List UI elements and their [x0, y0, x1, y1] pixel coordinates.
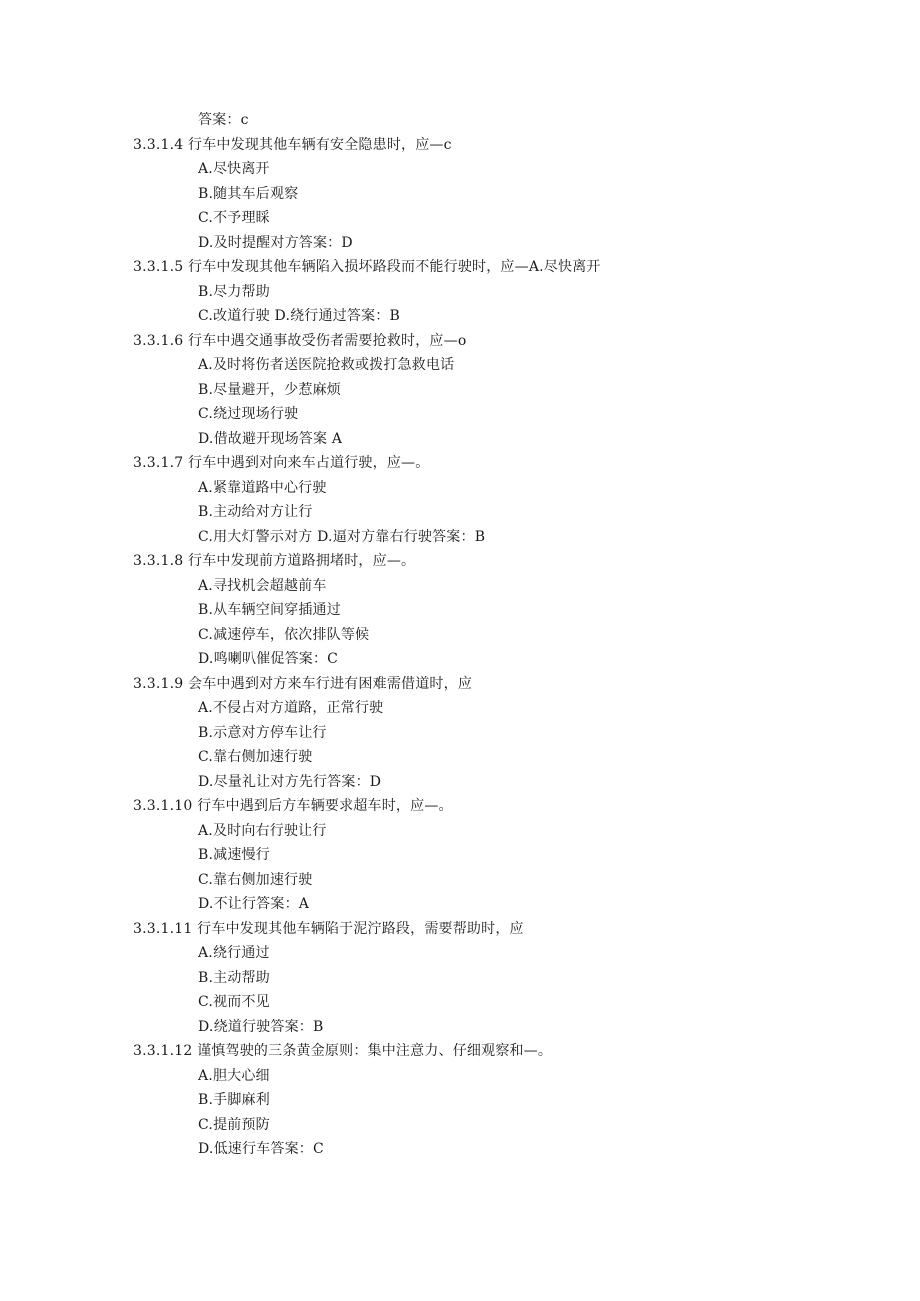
option-d-answer: D.低速行车答案：C [198, 1141, 324, 1157]
option-b: B.从车辆空间穿插通过 [198, 602, 341, 618]
option-a: A.尽快离开 [198, 161, 270, 177]
option-c-d-answer: C.用大灯警示对方 D.逼对方靠右行驶答案：B [198, 528, 486, 545]
option-a: A.及时向右行驶让行 [198, 822, 327, 839]
option-d-answer: D.尽量礼让对方先行答案：D [198, 773, 382, 790]
option-c: C.绕过现场行驶 [198, 406, 299, 422]
option-a: A.胆大心细 [198, 1067, 270, 1084]
question-3-3-1-4: 3.3.1.4 行车中发现其他车辆有安全隐患时，应—c [133, 136, 452, 153]
option-c: C.不予理睬 [198, 210, 270, 226]
option-a: A.寻找机会超越前车 [198, 577, 327, 594]
option-d-answer: D.绕道行驶答案：B [198, 1018, 324, 1035]
option-d-answer: D.借故避开现场答案 A [198, 430, 343, 447]
question-3-3-1-6: 3.3.1.6 行车中遇交通事故受伤者需要抢救时，应—o [133, 332, 467, 349]
option-b: B.主动帮助 [198, 969, 270, 986]
question-3-3-1-8: 3.3.1.8 行车中发现前方道路拥堵时，应—。 [133, 553, 416, 569]
option-b: B.尽量避开，少惹麻烦 [198, 381, 341, 398]
question-list [0, 108, 920, 1162]
option-b: B.尽力帮助 [198, 283, 270, 300]
option-d-answer: D.及时提醒对方答案：D [198, 234, 353, 251]
option-a: A.绕行通过 [198, 945, 270, 961]
option-c: C.靠右侧加速行驶 [198, 871, 313, 888]
option-c-d-answer: C.改道行驶 D.绕行通过答案：B [198, 308, 400, 324]
question-3-3-1-10: 3.3.1.10 行车中遇到后方车辆要求超车时，应—。 [133, 798, 453, 814]
question-3-3-1-5: 3.3.1.5 行车中发现其他车辆陷入损坏路段而不能行驶时，应—A.尽快离开 [133, 259, 601, 275]
option-a: A.紧靠道路中心行驶 [198, 479, 327, 496]
option-c: C.视而不见 [198, 994, 270, 1010]
option-a: A.不侵占对方道路，正常行驶 [198, 700, 384, 716]
option-b: B.主动给对方让行 [198, 504, 313, 520]
question-3-3-1-7: 3.3.1.7 行车中遇到对向来车占道行驶，应—。 [133, 455, 430, 471]
option-b: B.示意对方停车让行 [198, 724, 327, 741]
option-b: B.随其车后观察 [198, 185, 299, 202]
question-3-3-1-9: 3.3.1.9 会车中遇到对方来车行进有困难需借道时，应 [133, 675, 473, 692]
option-c: C.减速停车，依次排队等候 [198, 626, 370, 643]
question-3-3-1-12: 3.3.1.12 谨慎驾驶的三条黄金原则：集中注意力、仔细观察和—。 [133, 1043, 553, 1059]
question-3-3-1-11: 3.3.1.11 行车中发现其他车辆陷于泥泞路段，需要帮助时，应 [133, 920, 524, 937]
answer-line: 答案：c [198, 112, 249, 128]
option-b: B.手脚麻利 [198, 1092, 270, 1108]
option-c: C.提前预防 [198, 1116, 270, 1133]
option-c: C.靠右侧加速行驶 [198, 749, 313, 765]
option-a: A.及时将伤者送医院抢救或拨打急救电话 [198, 357, 455, 373]
option-b: B.减速慢行 [198, 847, 270, 863]
option-d-answer: D.不让行答案：A [198, 896, 310, 912]
option-d-answer: D.鸣喇叭催促答案：C [198, 651, 339, 667]
